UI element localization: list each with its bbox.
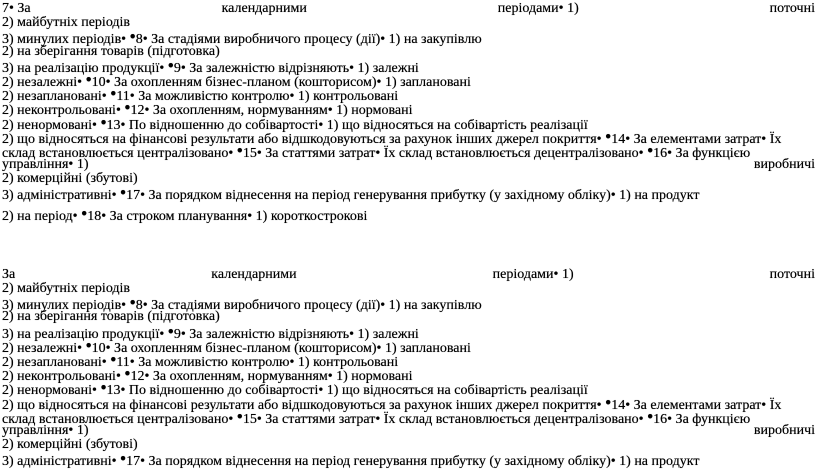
- text-line: 3) на реалізацію продукції• ●9• За залежністю відрізняють• 1) залежні: [2, 59, 419, 76]
- text-line: 2) неконтрольовані• ●12• За охопленням, нормуванням• 1) нормовані: [2, 102, 413, 119]
- text-line: 2) незаплановані• ●11• За можливістю контролю• 1) контрольовані: [2, 88, 399, 104]
- text-line: 3) адміністративні• ●17• За порядком віднесення на період генерування прибутку (у західному обліку)• 1) на продукт: [2, 187, 700, 204]
- raised-bullet-icon: ●: [236, 410, 243, 422]
- raised-bullet-icon: ●: [129, 31, 136, 43]
- raised-bullet-icon: ●: [167, 325, 174, 337]
- raised-bullet-icon: ●: [129, 297, 136, 309]
- text-line: склад встановлюється централізовано• ●15• За статтями затрат• Їх склад встановлюється децентралізовано• ●16• За функцією: [2, 144, 751, 161]
- text-line: 3) на реалізацію продукції• ●9• За залежністю відрізняють• 1) залежні: [2, 325, 419, 342]
- text-line: 3) минулих періодів• ●8• За стадіями виробничого процесу (дії)• 1) на закупівлю: [2, 297, 482, 314]
- text-line: 2) незаплановані• ●11• За можливістю контролю• 1) контрольовані: [2, 353, 399, 370]
- text-segment: виробничі: [753, 157, 815, 173]
- text-segment: виробничі: [753, 422, 815, 438]
- raised-bullet-icon: ●: [100, 382, 107, 394]
- raised-bullet-icon: ●: [85, 73, 92, 85]
- text-line: 2) майбутніх періодів: [2, 281, 131, 296]
- raised-bullet-icon: ●: [100, 116, 107, 128]
- text-line: 2) майбутніх періодів: [2, 15, 131, 31]
- text-line: 2) що відносяться на фінансові результати або відшкодовуються за рахунок інших джерел покриття• ●14• За елементами затрат• Їх: [2, 130, 782, 147]
- text-line: 2) незалежні• ●10• За охопленням бізнес-планом (кошторисом)• 1) заплановані: [2, 73, 471, 90]
- raised-bullet-icon: ●: [647, 410, 654, 422]
- text-line: 2) комерційні (збутові): [2, 437, 138, 453]
- text-line: 2) ненормовані• ●13• По відношенню до собівартості• 1) що відносяться на собівартість реалізації: [2, 116, 588, 133]
- text-segment: періодами• 1): [497, 1, 579, 16]
- raised-bullet-icon: ●: [605, 130, 612, 142]
- raised-bullet-icon: ●: [124, 368, 131, 380]
- text-line: 3) адміністративні• ●17• За порядком віднесення на період генерування прибутку (у західному обліку)• 1) на продукт: [2, 453, 700, 469]
- raised-bullet-icon: ●: [81, 207, 88, 219]
- text-segment: управління• 1): [2, 422, 89, 438]
- text-line: 3) минулих періодів• ●8• За стадіями виробничого процесу (дії)• 1) на закупівлю: [2, 31, 482, 48]
- text-line: склад встановлюється централізовано• ●15• За статтями затрат• Їх склад встановлюється децентралізовано• ●16• За функцією: [2, 410, 751, 427]
- classification-block-1: [2, 1, 815, 224]
- document-page: [2, 1, 815, 469]
- text-line: 2) незалежні• ●10• За охопленням бізнес-планом (кошторисом)• 1) заплановані: [2, 339, 471, 356]
- text-line: 2) комерційні (збутові): [2, 171, 138, 187]
- text-segment: поточні: [769, 266, 815, 282]
- raised-bullet-icon: ●: [236, 144, 243, 156]
- text-line: [2, 268, 815, 282]
- text-segment: 7• За: [2, 1, 31, 16]
- raised-bullet-icon: ●: [85, 339, 92, 351]
- text-segment: За: [2, 266, 16, 282]
- raised-bullet-icon: ●: [110, 88, 117, 100]
- text-line: 2) ненормовані• ●13• По відношенню до собівартості• 1) що відносяться на собівартість реалізації: [2, 382, 588, 399]
- text-segment: календарними: [211, 266, 297, 282]
- raised-bullet-icon: ●: [120, 453, 127, 465]
- text-line: 2) на зберігання товарів (підготовка): [2, 309, 220, 325]
- raised-bullet-icon: ●: [120, 187, 127, 199]
- classification-block-2: [2, 268, 815, 467]
- raised-bullet-icon: ●: [605, 396, 612, 408]
- raised-bullet-icon: ●: [647, 144, 654, 156]
- text-line: 2) неконтрольовані• ●12• За охопленням, нормуванням• 1) нормовані: [2, 368, 413, 384]
- text-segment: календарними: [221, 1, 307, 16]
- text-line: 2) що відносяться на фінансові результати або відшкодовуються за рахунок інших джерел покриття• ●14• За елементами затрат• Їх: [2, 396, 782, 413]
- text-line: 2) на зберігання товарів (підготовка): [2, 43, 220, 59]
- text-segment: поточні: [769, 1, 815, 16]
- raised-bullet-icon: ●: [110, 353, 117, 365]
- text-segment: управління• 1): [2, 157, 89, 173]
- raised-bullet-icon: ●: [124, 102, 131, 114]
- text-line: 2) на період• ●18• За строком планування• 1) короткострокові: [2, 207, 368, 224]
- text-segment: періодами• 1): [492, 266, 574, 282]
- raised-bullet-icon: ●: [167, 59, 174, 71]
